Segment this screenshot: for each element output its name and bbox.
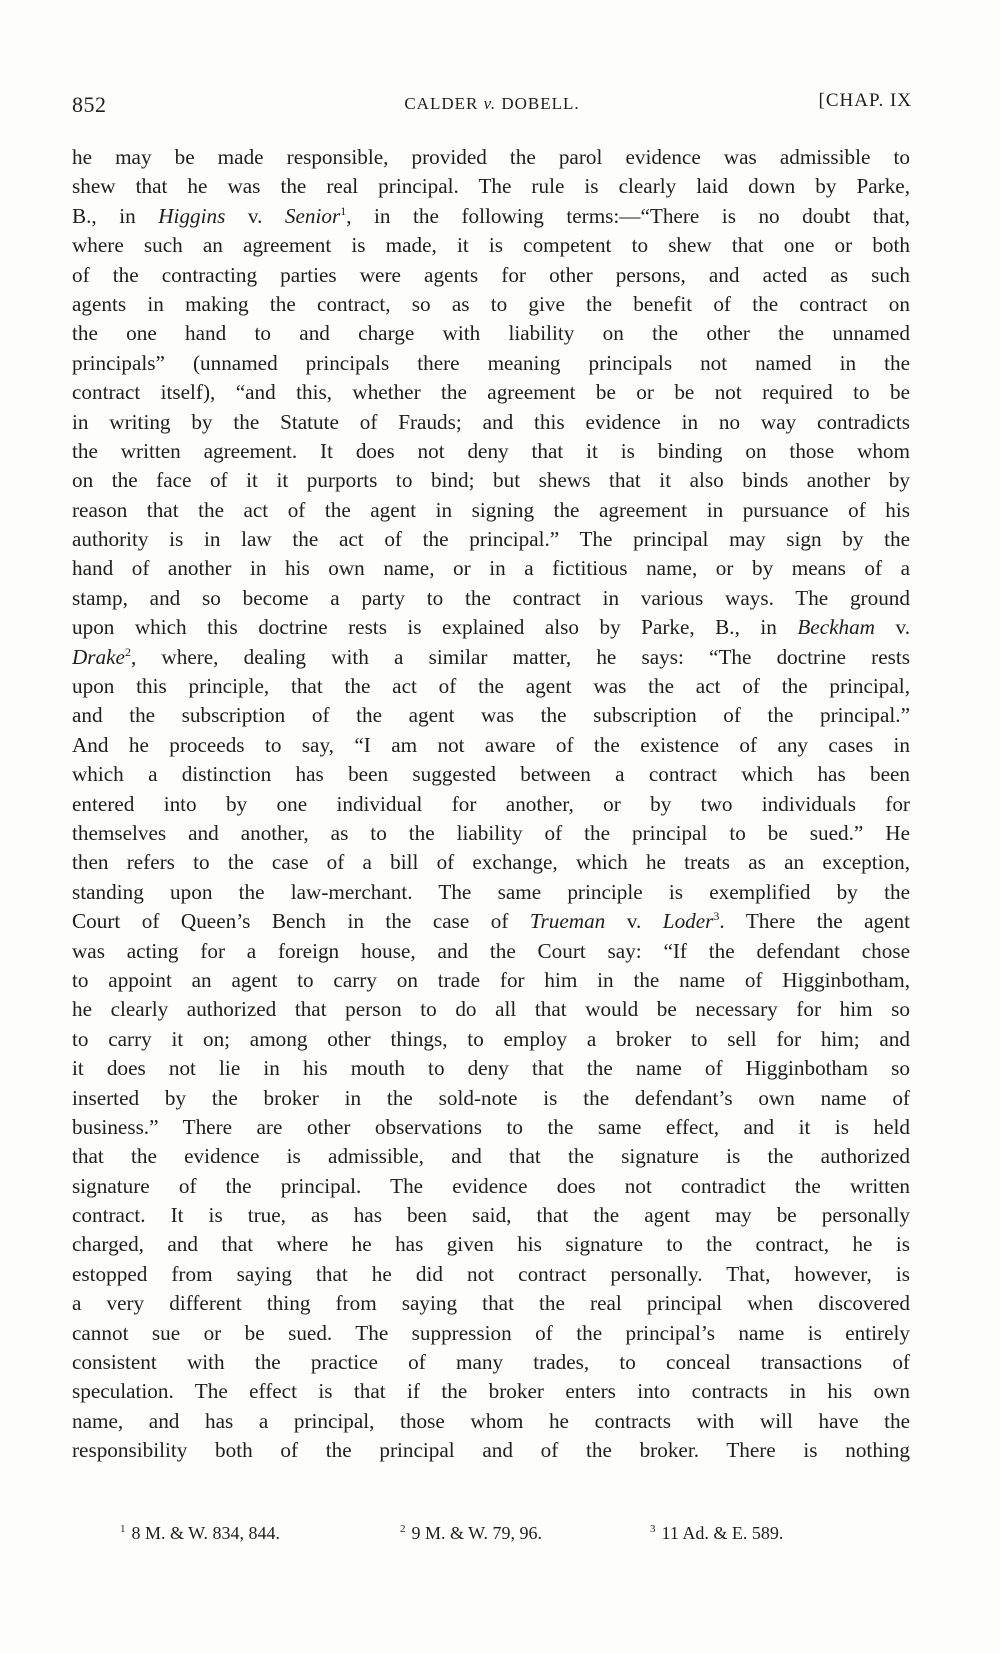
text-run: standing upon the law-merchant. The same principle is exemplified by the <box>72 879 910 904</box>
case-name: Loder <box>662 909 714 934</box>
text-run: of the contracting parties were agents for other persons, and acted as such <box>72 262 910 287</box>
text-line <box>72 878 910 907</box>
running-title-plaintiff: CALDER <box>404 94 484 113</box>
text-line <box>72 525 910 554</box>
text-run: that the evidence is admissible, and that the signature is the authorized <box>72 1144 910 1169</box>
text-run: then refers to the case of a bill of exchange, which he treats as an exception, <box>72 850 910 875</box>
text-run: shew that he was the real principal. The rule is clearly laid down by Parke, <box>72 174 910 199</box>
running-title <box>72 94 912 114</box>
text-run: entered into by one individual for another, or by two individuals for <box>72 791 910 816</box>
text-run: v. <box>875 615 910 640</box>
footnote-mark: 1 <box>120 1523 126 1535</box>
text-line <box>72 349 910 378</box>
case-name: Senior <box>284 203 341 228</box>
text-line <box>72 378 910 407</box>
text-line <box>72 554 910 583</box>
text-run: hand of another in his own name, or in a fictitious name, or by means of a <box>72 556 910 581</box>
text-run: in writing by the Statute of Frauds; and this evidence in no way contradicts <box>72 409 910 434</box>
text-run: responsibility both of the principal and of the broker. There is nothing <box>72 1438 910 1463</box>
text-line <box>72 1113 910 1142</box>
case-name: Beckham <box>797 615 875 640</box>
case-name: Trueman <box>529 909 606 934</box>
text-line <box>72 437 910 466</box>
text-run: charged, and that where he has given his signature to the contract, he is <box>72 1232 910 1257</box>
text-run: signature of the principal. The evidence does not contradict the written <box>72 1173 910 1198</box>
text-run: authority is in law the act of the principal.” The principal may sign by the <box>72 527 910 552</box>
text-line <box>72 261 910 290</box>
text-run: reason that the act of the agent in signing the agreement in pursuance of his <box>72 497 910 522</box>
footnote-ref: 1 <box>340 203 347 218</box>
text-line <box>72 966 910 995</box>
text-line <box>72 584 910 613</box>
text-run: he may be made responsible, provided the parol evidence was admissible to <box>72 145 910 169</box>
case-name: Higgins <box>158 203 226 228</box>
text-run: themselves and another, as to the liability of the principal to be sued.” He <box>72 820 910 845</box>
text-run: And he proceeds to say, “I am not aware of the existence of any cases in <box>72 732 910 757</box>
text-line <box>72 701 910 730</box>
text-run: inserted by the broker in the sold-note is the defendant’s own name of <box>72 1085 910 1110</box>
text-line <box>72 1025 910 1054</box>
text-run: stamp, and so become a party to the contract in various ways. The ground <box>72 585 910 610</box>
text-run: . There the agent <box>719 909 910 934</box>
text-line <box>72 172 910 201</box>
text-line <box>72 1142 910 1171</box>
text-line <box>72 202 910 231</box>
text-line <box>72 466 910 495</box>
text-line <box>72 819 910 848</box>
text-line <box>72 1201 910 1230</box>
text-line <box>72 231 910 260</box>
text-run: a very different thing from saying that the real principal when discovered <box>72 1291 910 1316</box>
text-line <box>72 1436 910 1465</box>
footnote-text: 11 Ad. & E. 589. <box>661 1523 784 1543</box>
text-run: to carry it on; among other things, to employ a broker to sell for him; and <box>72 1026 910 1051</box>
text-run: name, and has a principal, those whom he contracts with will have the <box>72 1408 910 1433</box>
body-text <box>72 143 910 1466</box>
text-line <box>72 907 910 936</box>
text-run: the written agreement. It does not deny that it is binding on those whom <box>72 438 910 463</box>
text-run: speculation. The effect is that if the broker enters into contracts in his own <box>72 1379 910 1404</box>
page-header <box>72 88 912 128</box>
text-run: , where, dealing with a similar matter, he says: “The doctrine rests <box>130 644 910 669</box>
text-line <box>72 672 910 701</box>
running-title-versus: v. <box>483 94 497 113</box>
footnote-mark: 2 <box>400 1523 406 1535</box>
footnote <box>400 1523 542 1544</box>
footnote <box>650 1523 783 1544</box>
text-line <box>72 1172 910 1201</box>
text-line <box>72 1289 910 1318</box>
text-run: where such an agreement is made, it is competent to shew that one or both <box>72 233 910 258</box>
text-run: v. <box>605 909 663 934</box>
text-run: contract. It is true, as has been said, that the agent may be personally <box>72 1203 910 1228</box>
text-line <box>72 319 910 348</box>
text-run: to appoint an agent to carry on trade for him in the name of Higginbotham, <box>72 967 910 992</box>
text-run: it does not lie in his mouth to deny that the name of Higginbotham so <box>72 1056 910 1081</box>
text-run: was acting for a foreign house, and the Court say: “If the defendant chose <box>72 938 910 963</box>
text-run: business.” There are other observations to the same effect, and it is held <box>72 1114 910 1139</box>
text-run: B., in <box>72 203 159 228</box>
text-line <box>72 643 910 672</box>
text-line <box>72 1319 910 1348</box>
case-name: Drake <box>72 644 125 669</box>
text-line <box>72 1084 910 1113</box>
text-line <box>72 760 910 789</box>
footnote-ref: 3 <box>713 909 720 924</box>
text-line <box>72 496 910 525</box>
text-run: estopped from saying that he did not contract personally. That, however, is <box>72 1261 910 1286</box>
text-run: the one hand to and charge with liability on the other the unnamed <box>72 321 910 346</box>
text-run: he clearly authorized that person to do all that would be necessary for him so <box>72 997 910 1022</box>
text-run: principals” (unnamed principals there meaning principals not named in the <box>72 350 910 375</box>
footnote-text: 8 M. & W. 834, 844. <box>131 1523 281 1543</box>
text-line <box>72 1260 910 1289</box>
text-run: on the face of it it purports to bind; but shews that it also binds another by <box>72 468 910 493</box>
text-line <box>72 1348 910 1377</box>
text-line <box>72 937 910 966</box>
chapter-label: [CHAP. IX <box>818 90 912 111</box>
page-number: 852 <box>72 92 107 117</box>
text-run: and the subscription of the agent was the subscription of the principal.” <box>72 703 910 728</box>
text-run: , in the following terms:—“There is no doubt that, <box>346 203 910 228</box>
text-line <box>72 1054 910 1083</box>
footnote-mark: 3 <box>650 1523 656 1535</box>
footnote-text: 9 M. & W. 79, 96. <box>411 1523 543 1543</box>
footnote-ref: 2 <box>124 644 131 659</box>
text-line <box>72 995 910 1024</box>
footnotes <box>120 1523 900 1553</box>
text-line <box>72 1230 910 1259</box>
text-run: contract itself), “and this, whether the agreement be or be not required to be <box>72 380 910 405</box>
text-run: agents in making the contract, so as to give the benefit of the contract on <box>72 291 910 316</box>
text-line <box>72 848 910 877</box>
running-title-defendant: DOBELL. <box>496 94 580 113</box>
text-line <box>72 613 910 642</box>
text-run: upon this principle, that the act of the agent was the act of the principal, <box>72 674 910 699</box>
text-line <box>72 1377 910 1406</box>
text-line <box>72 290 910 319</box>
text-run: Court of Queen’s Bench in the case of <box>72 909 530 934</box>
text-line <box>72 408 910 437</box>
text-run: v. <box>225 203 285 228</box>
text-run: cannot sue or be sued. The suppression of the principal’s name is entirely <box>72 1320 910 1345</box>
text-run: which a distinction has been suggested between a contract which has been <box>72 762 910 787</box>
text-run: consistent with the practice of many trades, to conceal transactions of <box>72 1350 910 1375</box>
text-line <box>72 1407 910 1436</box>
text-line <box>72 143 910 172</box>
text-line <box>72 790 910 819</box>
text-line <box>72 731 910 760</box>
text-run: upon which this doctrine rests is explained also by Parke, B., in <box>72 615 798 640</box>
footnote <box>120 1523 280 1544</box>
